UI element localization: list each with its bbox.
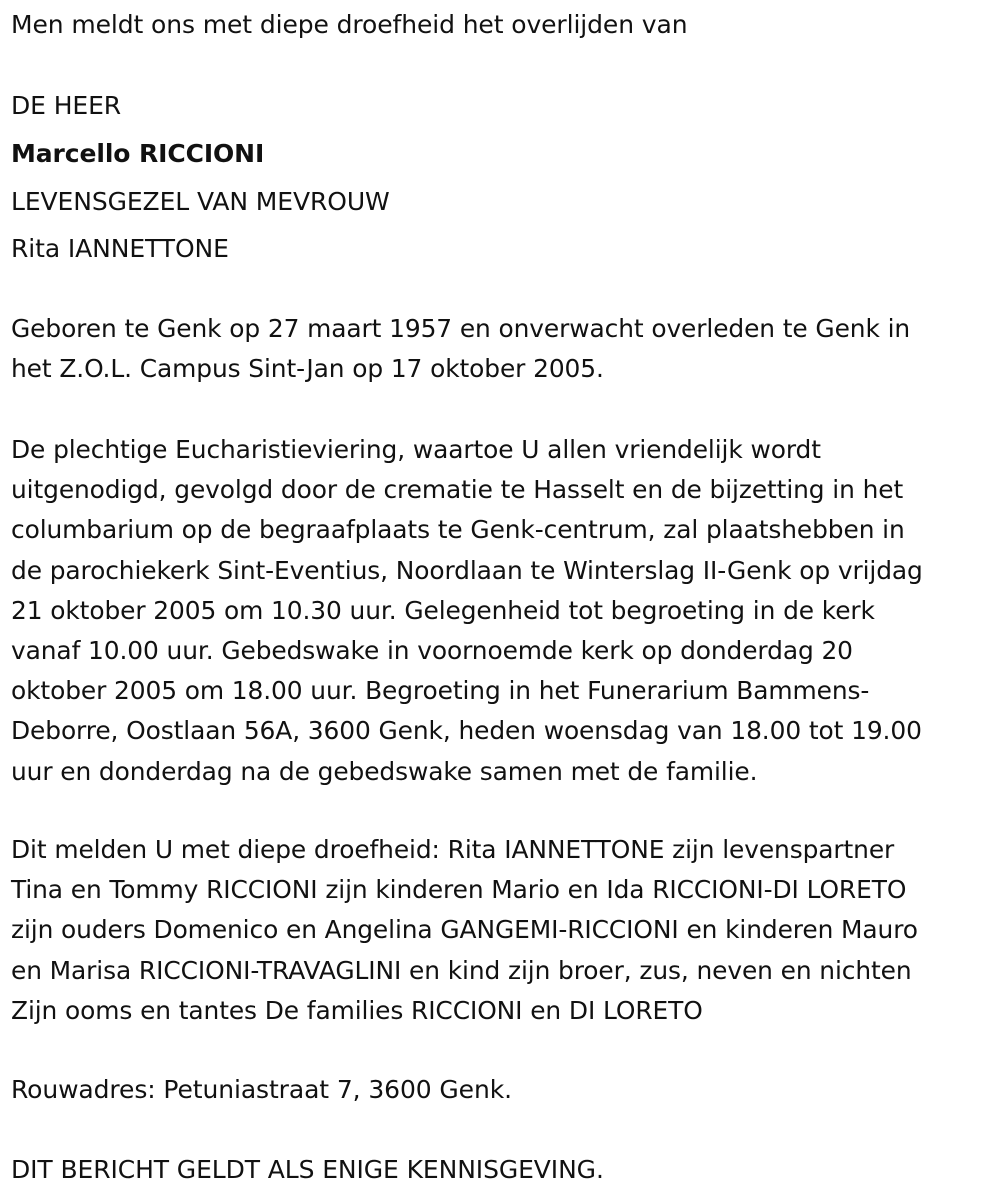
paragraph-line: uur en donderdag na de gebedswake samen met de familie. — [11, 756, 758, 786]
paragraph-line: columbarium op de begraafplaats te Genk-centrum, zal plaatshebben in — [11, 515, 905, 545]
honorific-title: DE HEER — [11, 91, 122, 120]
paragraph-line: oktober 2005 om 18.00 uur. Begroeting in het Funerarium Bammens- — [11, 676, 870, 706]
paragraph-line: uitgenodigd, gevolgd door de crematie te Hasselt en de bijzetting in het — [11, 475, 904, 505]
paragraph-line: Dit melden U met diepe droefheid: Rita IANNETTONE zijn levenspartner — [11, 835, 895, 864]
relation-text: LEVENSGEZEL VAN MEVROUW — [11, 187, 390, 216]
paragraph-line: Tina en Tommy RICCIONI zijn kinderen Mario en Ida RICCIONI-DI LORETO — [11, 875, 907, 905]
paragraph-line: 21 oktober 2005 om 10.30 uur. Gelegenheid tot begroeting in de kerk — [11, 595, 875, 625]
ceremony-paragraph — [11, 430, 996, 792]
birth-death-paragraph — [11, 309, 996, 389]
mourning-address: Rouwadres: Petuniastraat 7, 3600 Genk. — [11, 1075, 512, 1104]
paragraph-line: de parochiekerk Sint-Eventius, Noordlaan te Winterslag II-Genk op vrijdag — [11, 555, 923, 585]
deceased-name: Marcello RICCIONI — [11, 139, 265, 168]
paragraph-line: zijn ouders Domenico en Angelina GANGEMI-RICCIONI en kinderen Mauro — [11, 915, 918, 945]
partner-name: Rita IANNETTONE — [11, 234, 229, 263]
paragraph-line: Zijn ooms en tantes De families RICCIONI en DI LORETO — [11, 995, 703, 1025]
intro-text: Men meldt ons met diepe droefheid het overlijden van — [11, 10, 688, 39]
paragraph-line: Deborre, Oostlaan 56A, 3600 Genk, heden woensdag van 18.00 tot 19.00 — [11, 716, 922, 746]
paragraph-line: De plechtige Eucharistieviering, waartoe U allen vriendelijk wordt — [11, 435, 821, 464]
family-paragraph — [11, 830, 996, 1031]
closing-statement: DIT BERICHT GELDT ALS ENIGE KENNISGEVING. — [11, 1155, 604, 1184]
paragraph-line: Geboren te Genk op 27 maart 1957 en onverwacht overleden te Genk in — [11, 314, 911, 343]
paragraph-line: vanaf 10.00 uur. Gebedswake in voornoemde kerk op donderdag 20 — [11, 636, 853, 666]
paragraph-line: en Marisa RICCIONI-TRAVAGLINI en kind zijn broer, zus, neven en nichten — [11, 955, 912, 985]
paragraph-line: het Z.O.L. Campus Sint-Jan op 17 oktober 2005. — [11, 354, 604, 384]
